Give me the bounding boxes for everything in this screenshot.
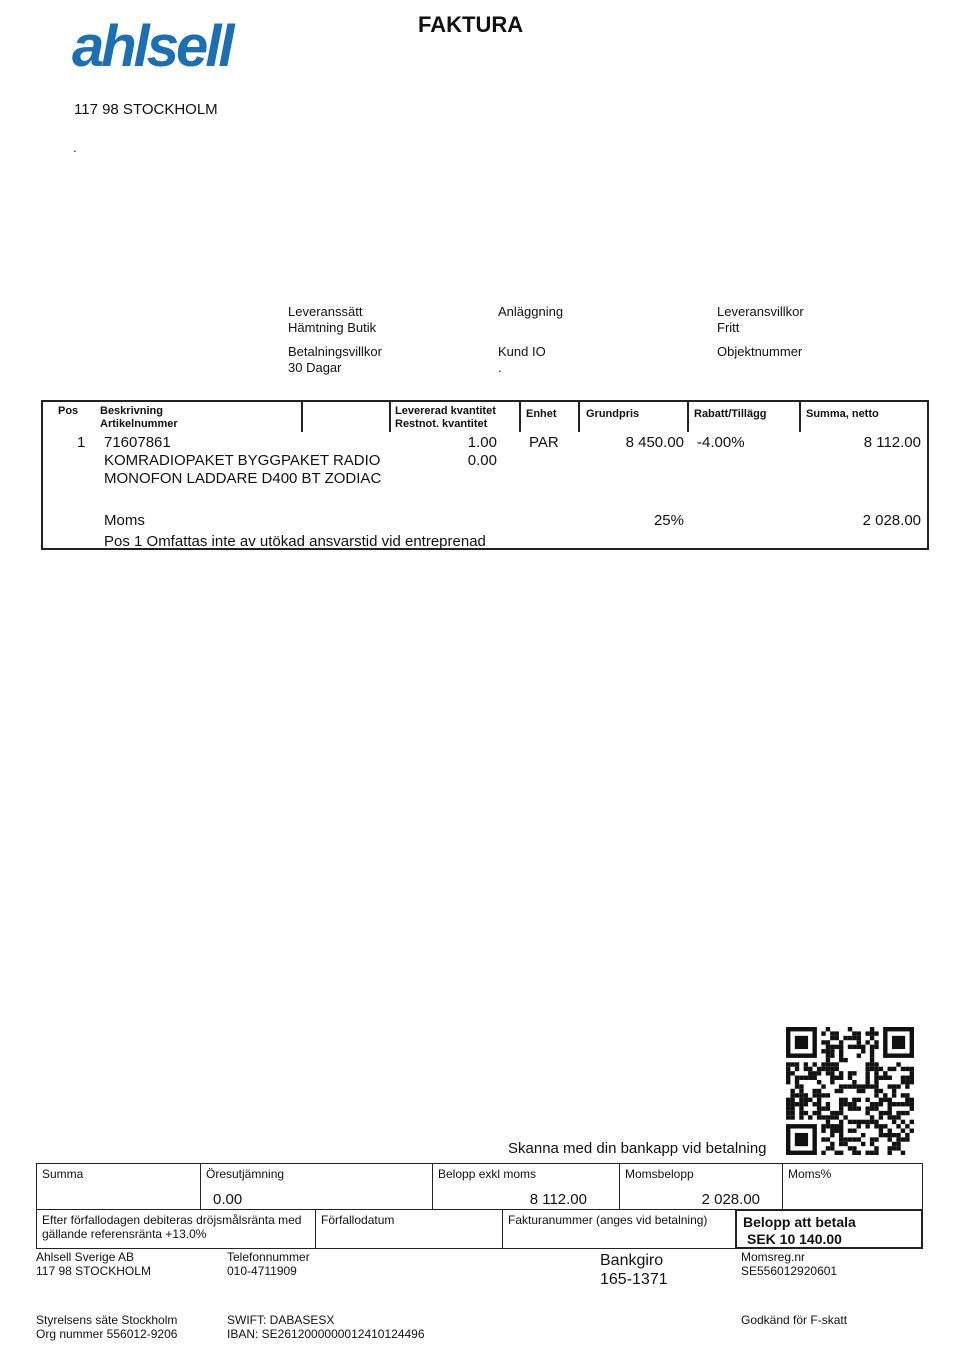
header-divider [301, 402, 303, 432]
momsbelopp-box [619, 1163, 783, 1210]
summa-box [36, 1163, 201, 1210]
item-description-line1: KOMRADIOPAKET BYGGPAKET RADIO [104, 452, 381, 469]
header-rabatt: Rabatt/Tillägg [694, 408, 767, 420]
item-artikelnummer: 71607861 [104, 434, 171, 451]
header-beskrivning-label: Beskrivning [100, 405, 163, 417]
footer-bankgiro-block [600, 1251, 668, 1289]
belopp-att-betala-box [735, 1209, 923, 1249]
forfallodatum-box [315, 1209, 503, 1249]
summa-label: Summa [42, 1167, 84, 1181]
moms-percent: 25% [653, 512, 684, 529]
momsprocent-label: Moms% [788, 1167, 832, 1181]
belopp-exkl-moms-label: Belopp exkl moms [438, 1167, 537, 1181]
footer-fskatt: Godkänd för F-skatt [741, 1313, 848, 1327]
item-restnot: 0.00 [467, 452, 497, 469]
leveransvillkor-block [717, 304, 804, 336]
leveransvillkor-value: Fritt [717, 320, 740, 335]
oresutjamning-box [200, 1163, 433, 1210]
kund-block [498, 344, 546, 376]
footer-bankgiro-label: Bankgiro [600, 1252, 664, 1269]
footer-swift: SWIFT: DABASESX [227, 1313, 335, 1327]
item-levererad: 1.00 [467, 434, 497, 451]
footer-phone-value: 010-4711909 [227, 1264, 297, 1278]
header-enhet: Enhet [526, 408, 557, 420]
belopp-att-betala-label: Belopp att betala [743, 1214, 856, 1230]
header-divider [799, 402, 801, 432]
item-enhet: PAR [529, 434, 559, 451]
objektnummer-block [717, 344, 802, 360]
payment-qr-code [786, 1027, 914, 1155]
item-pos: 1 [77, 434, 86, 451]
footer-company-block [36, 1250, 151, 1278]
footer-momsreg-value: SE556012920601 [741, 1264, 838, 1278]
interest-text [42, 1213, 301, 1241]
leveransvillkor-label: Leveransvillkor [717, 304, 804, 319]
moms-label: Moms [104, 512, 145, 529]
header-levererad-label: Levererad kvantitet [395, 405, 496, 417]
footer-legal-block [36, 1313, 177, 1341]
betalningsvillkor-block [288, 344, 382, 376]
anlaggning-label: Anläggning [498, 304, 564, 319]
item-rabatt: -4.00% [697, 434, 745, 451]
momsbelopp-value: 2 028.00 [701, 1191, 760, 1208]
footer-sate: Styrelsens säte Stockholm [36, 1313, 178, 1327]
header-kvantitet [395, 402, 496, 432]
belopp-exkl-moms-value: 8 112.00 [529, 1191, 587, 1208]
header-divider [519, 402, 521, 432]
header-restnot-label: Restnot. kvantitet [395, 418, 488, 430]
sender-address: 117 98 STOCKHOLM [74, 101, 218, 118]
leveranssatt-label: Leveranssätt [288, 304, 363, 319]
interest-box [36, 1209, 316, 1249]
items-table [41, 400, 929, 550]
item-grundpris: 8 450.00 [625, 434, 684, 451]
item-note: Pos 1 Omfattas inte av utökad ansvarstid vid entreprenad [104, 533, 486, 550]
kund-label: Kund IO [498, 344, 546, 359]
footer-iban: IBAN: SE2612000000012410124496 [227, 1327, 425, 1341]
belopp-att-betala-value: SEK 10 140.00 [747, 1231, 842, 1247]
document-title: FAKTURA [418, 12, 524, 37]
fakturanummer-box [502, 1209, 736, 1249]
scan-instruction: Skanna med din bankapp vid betalning [508, 1140, 767, 1157]
header-divider [578, 402, 580, 432]
footer-company-name: Ahlsell Sverige AB [36, 1250, 135, 1264]
belopp-exkl-moms-box [432, 1163, 620, 1210]
fakturanummer-label: Fakturanummer (anges vid betalning) [508, 1213, 708, 1227]
forfallodatum-label: Förfallodatum [321, 1213, 395, 1227]
footer-momsreg-label: Momsreg.nr [741, 1250, 806, 1264]
footer-company-address: 117 98 STOCKHOLM [36, 1264, 151, 1278]
header-beskrivning [100, 402, 178, 432]
footer-bankgiro-value: 165-1371 [600, 1271, 668, 1288]
leveranssatt-block [288, 304, 376, 336]
header-artikelnummer-label: Artikelnummer [100, 418, 178, 430]
item-summa: 8 112.00 [863, 434, 921, 451]
item-description-line2: MONOFON LADDARE D400 BT ZODIAC [104, 470, 382, 487]
oresutjamning-value: 0.00 [213, 1191, 243, 1208]
header-divider [389, 402, 391, 432]
interest-line2: gällande referensränta +13.0% [42, 1227, 207, 1241]
anlaggning-block [498, 304, 563, 320]
moms-amount: 2 028.00 [862, 512, 921, 529]
objektnummer-label: Objektnummer [717, 344, 803, 359]
leveranssatt-value: Hämtning Butik [288, 320, 377, 335]
footer-bank-block [227, 1313, 425, 1341]
header-pos: Pos [58, 405, 79, 417]
momsbelopp-label: Momsbelopp [625, 1167, 694, 1181]
interest-line1: Efter förfallodagen debiteras dröjsmålsränta med [42, 1213, 302, 1227]
betalningsvillkor-value: 30 Dagar [288, 360, 342, 375]
header-summa: Summa, netto [806, 408, 879, 420]
footer-momsreg-block [741, 1250, 837, 1278]
header-grundpris: Grundpris [586, 408, 640, 420]
address-dot: . [73, 140, 77, 155]
betalningsvillkor-label: Betalningsvillkor [288, 344, 382, 359]
footer-orgnr: Org nummer 556012-9206 [36, 1327, 178, 1341]
momsprocent-box [782, 1163, 923, 1210]
oresutjamning-label: Öresutjämning [206, 1167, 285, 1181]
footer-phone-block [227, 1250, 310, 1278]
footer-phone-label: Telefonnummer [227, 1250, 310, 1264]
kund-value: . [498, 360, 502, 375]
header-divider [687, 402, 689, 432]
ahlsell-logo: ahlsell [72, 14, 232, 79]
